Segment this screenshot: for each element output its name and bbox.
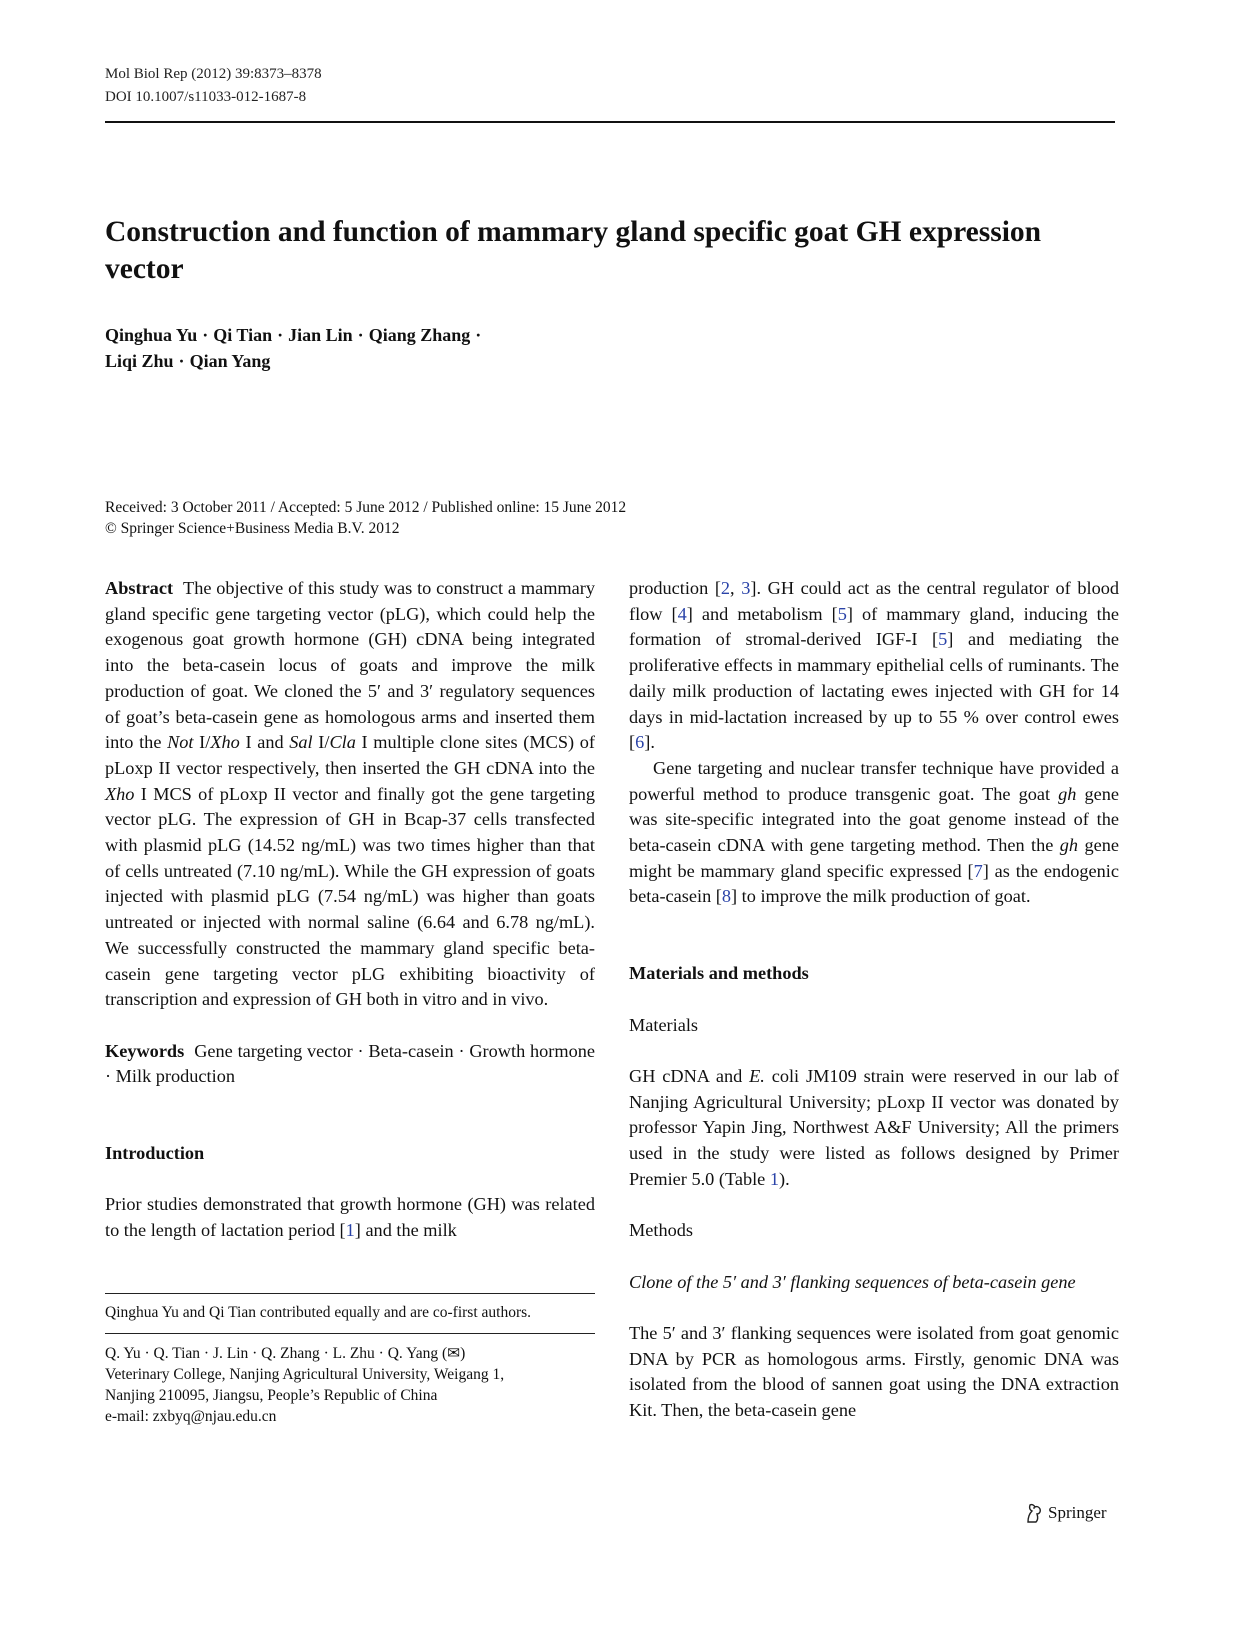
affiliation-rule xyxy=(105,1333,595,1334)
citation-link[interactable]: 5 xyxy=(837,603,847,624)
left-column xyxy=(105,576,595,1244)
copyright: © Springer Science+Business Media B.V. 2012 xyxy=(105,520,400,537)
author-list xyxy=(105,322,705,374)
author-name: Jian Lin xyxy=(288,325,353,345)
springer-horse-icon xyxy=(1024,1502,1044,1524)
author-line-2: Liqi Zhu · Qian Yang xyxy=(105,351,271,371)
abstract: Abstract The objective of this study was to construct a mammary gland specific gene targeting vector (pLG), which could help the exogenous goat growth hormone (GH) cDNA being integrated into the beta-casein locus of goats and improve the milk production of goat. We cloned the 5′ and 3′ regulatory sequences of goat’s beta-casein gene as homologous arms and inserted them into the Not I/Xho I and Sal I/Cla I multiple clone sites (MCS) of pLoxp II vector respectively, then inserted the GH cDNA into the Xho I MCS of pLoxp II vector and finally got the gene targeting vector pLG. The expression of GH in Bcap-37 cells transfected with plasmid pLG (14.52 ng/mL) was two times higher than that of cells untreated (7.10 ng/mL). While the GH expression of goats injected with plasmid pLG (7.54 ng/mL) was higher than goats untreated or injected with normal saline (6.64 and 6.78 ng/mL). We successfully constructed the mammary gland specific beta-casein gene targeting vector pLG exhibiting bioactivity of transcription and expression of GH both in vitro and in vivo. xyxy=(105,578,595,1010)
publication-history xyxy=(105,497,1005,539)
equal-contribution-note: Qinghua Yu and Qi Tian contributed equally and are co-first authors. xyxy=(105,1304,532,1321)
introduction-paragraph-continued: production [2, 3]. GH could act as the central regulator of blood flow [4] and metabolism [5] of mammary gland, inducing the formation of stromal-derived IGF-I [5] and mediating the proliferative effects in mammary epithelial cells of ruminants. The daily milk production of lactating ewes injected with GH for 14 days in mid-lactation increased by up to 55 % over control ewes [6]. xyxy=(629,578,1120,753)
materials-paragraph: GH cDNA and E. coli JM109 strain were reserved in our lab of Nanjing Agricultural University; pLoxp II vector was donated by professor Yapin Jing, Northwest A&F University; All the primers used in the study were listed as follows designed by Primer Premier 5.0 (Table 1). xyxy=(629,1065,1119,1189)
introduction-paragraph-2: Gene targeting and nuclear transfer technique have provided a powerful method to produce transgenic goat. The goat gh gene was site-specific integrated into the goat genome instead of the beta-casein cDNA with gene targeting method. Then the gh gene might be mammary gland specific expressed [7] as the endogenic beta-casein [8] to improve the milk production of goat. xyxy=(629,757,1119,907)
citation-link[interactable]: 2 xyxy=(720,578,731,598)
citation-link[interactable]: 1 xyxy=(345,1220,355,1241)
citation-link[interactable]: 5 xyxy=(938,629,948,650)
methods-heading: Materials and methods xyxy=(629,963,809,984)
author-name: Qi Tian xyxy=(213,325,273,345)
received-dates: Received: 3 October 2011 / Accepted: 5 June 2012 / Published online: 15 June 2012 xyxy=(105,499,627,516)
citation-link[interactable]: 6 xyxy=(635,732,645,753)
affiliation-address-2: Nanjing 210095, Jiangsu, People’s Republic of China xyxy=(105,1387,438,1404)
keywords-label: Keywords xyxy=(105,1040,185,1061)
affiliation xyxy=(105,1343,595,1427)
doi: DOI 10.1007/s11033-012-1687-8 xyxy=(105,89,307,105)
abstract-label: Abstract xyxy=(105,578,174,598)
footnote-rule xyxy=(105,1293,595,1294)
author-line-1: Qinghua Yu · Qi Tian · Jian Lin · Qiang Zhang · xyxy=(105,325,482,345)
materials-heading: Materials xyxy=(629,1014,699,1035)
keywords: Keywords Gene targeting vector · Beta-casein · Growth hormone · Milk production xyxy=(105,1040,595,1087)
author-name: Qiang Zhang xyxy=(368,325,471,345)
corresponding-email[interactable]: e-mail: zxbyq@njau.edu.cn xyxy=(105,1408,277,1425)
clone-heading: Clone of the 5′ and 3′ flanking sequences of beta-casein gene xyxy=(629,1271,1076,1292)
header-rule xyxy=(105,121,1115,123)
article-title: Construction and function of mammary gland specific goat GH expression vector xyxy=(105,216,1042,285)
citation-link[interactable]: 4 xyxy=(677,603,687,624)
author-name: Liqi Zhu xyxy=(105,351,174,371)
affiliation-address-1: Veterinary College, Nanjing Agricultural University, Weigang 1, xyxy=(105,1366,505,1383)
citation-link[interactable]: 3 xyxy=(741,578,751,598)
author-name: Qian Yang xyxy=(189,351,271,371)
author-name: Qinghua Yu xyxy=(105,325,198,345)
citation-link[interactable]: 8 xyxy=(721,886,732,907)
clone-paragraph: The 5′ and 3′ flanking sequences were isolated from goat genomic DNA by PCR as homologous arms. Firstly, genomic DNA was isolated from the blood of sannen goat using the DNA extraction Kit. Then, the beta-casein gene xyxy=(629,1322,1119,1421)
methods-subheading: Methods xyxy=(629,1220,693,1241)
publisher-logo xyxy=(1024,1502,1107,1524)
publisher-name: Springer xyxy=(1048,1503,1107,1522)
citation-link[interactable]: 7 xyxy=(973,860,983,881)
journal-citation: Mol Biol Rep (2012) 39:8373–8378 xyxy=(105,66,322,82)
table-link[interactable]: 1 xyxy=(769,1168,779,1189)
introduction-paragraph-start: Prior studies demonstrated that growth hormone (GH) was related to the length of lactation period [1] and the milk xyxy=(105,1194,595,1241)
affiliation-authors: Q. Yu · Q. Tian · J. Lin · Q. Zhang · L. Zhu · Q. Yang (✉) xyxy=(105,1345,466,1362)
introduction-heading: Introduction xyxy=(105,1143,205,1164)
right-column xyxy=(629,576,1119,1424)
